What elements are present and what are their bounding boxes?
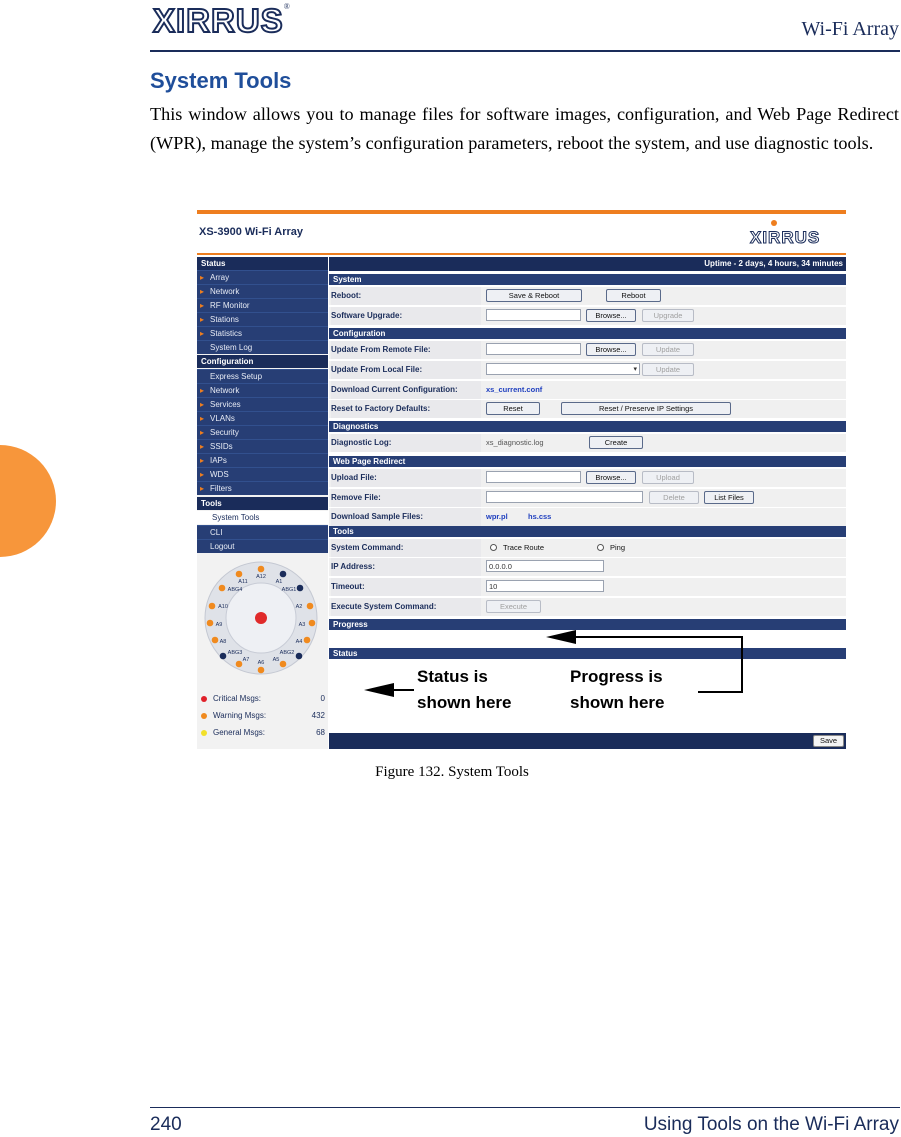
progress-arrowhead-icon (546, 630, 576, 644)
sidebar-item-cfg-network[interactable]: ▸ Network (197, 383, 328, 397)
remote-file-label: Update From Remote File: (331, 341, 481, 359)
diagnostics-section-head: Diagnostics (329, 421, 846, 432)
radar-label: A5 (272, 657, 280, 663)
system-command-label: System Command: (331, 539, 481, 557)
progress-callout-line1: Progress is (570, 667, 663, 686)
sidebar-item-express-setup[interactable]: Express Setup (197, 369, 328, 383)
critical-msgs-value: 0 (320, 694, 325, 703)
local-file-label: Update From Local File: (331, 361, 481, 379)
footer-chapter: Using Tools on the Wi-Fi Array (643, 1114, 899, 1135)
configuration-section-head: Configuration (329, 328, 846, 339)
header-title: Wi-Fi Array (801, 18, 899, 40)
ping-label: Ping (610, 543, 626, 552)
footer-rule (150, 1107, 900, 1108)
execute-button[interactable]: Execute (486, 600, 541, 613)
sample-wpr-link[interactable]: wpr.pl (486, 512, 508, 521)
general-msgs-value: 68 (316, 728, 325, 737)
radar-label: ABG2 (279, 650, 295, 656)
screenshot-window-title: XS-3900 Wi-Fi Array (199, 226, 304, 238)
sidebar-item-rf-monitor[interactable]: ▸ RF Monitor (197, 298, 328, 312)
timeout-label: Timeout: (331, 578, 481, 596)
progress-callout (570, 664, 664, 716)
remote-browse-button[interactable]: Browse... (586, 343, 636, 356)
upgrade-button[interactable]: Upgrade (642, 309, 694, 322)
download-config-label: Download Current Configuration: (331, 381, 481, 399)
page-number: 240 (150, 1114, 182, 1135)
radar-label: A1 (275, 579, 283, 585)
reboot-button[interactable]: Reboot (606, 289, 661, 302)
sidebar-item-system-log[interactable]: System Log (197, 340, 328, 354)
sidebar-item-stations[interactable]: ▸ Stations (197, 312, 328, 326)
radar-label: A6 (257, 660, 265, 666)
create-button[interactable]: Create (589, 436, 643, 449)
diagnostic-log-file: xs_diagnostic.log (486, 438, 544, 447)
save-button[interactable]: Save (813, 735, 844, 747)
wpr-section-head: Web Page Redirect (329, 456, 846, 467)
general-msgs-label: General Msgs: (213, 728, 266, 737)
save-and-reboot-button[interactable]: Save & Reboot (486, 289, 582, 302)
radar-label: A3 (298, 622, 306, 628)
diagnostic-log-label: Diagnostic Log: (331, 434, 481, 452)
radar-label: ABG1 (281, 587, 297, 593)
radar-label: A7 (242, 657, 250, 663)
sidebar-item-network[interactable]: ▸ Network (197, 284, 328, 298)
remove-file-label: Remove File: (331, 489, 481, 507)
reset-button[interactable]: Reset (486, 402, 540, 415)
delete-button[interactable]: Delete (649, 491, 699, 504)
status-arrowhead-icon (364, 683, 394, 697)
warning-msgs-value: 432 (311, 711, 325, 720)
software-browse-button[interactable]: Browse... (586, 309, 636, 322)
sidebar-item-ssids[interactable]: ▸ SSIDs (197, 439, 328, 453)
radar-label: ABG4 (227, 587, 243, 593)
sidebar-item-filters[interactable]: ▸ Filters (197, 481, 328, 495)
screenshot-logo: XIRRUS (750, 228, 821, 247)
radar-label: ABG3 (227, 650, 243, 656)
section-body: This window allows you to manage files for software images, configuration, and Web Page Redirect (WPR), manage the system’s configuration parameters, reboot the system, and use diagnostic tools. (150, 104, 899, 153)
sidebar-item-vlans[interactable]: ▸ VLANs (197, 411, 328, 425)
status-callout-line1: Status is (417, 667, 488, 686)
current-conf-link[interactable]: xs_current.conf (486, 385, 543, 394)
sidebar-item-iaps[interactable]: ▸ IAPs (197, 453, 328, 467)
uptime-bar: Uptime - 2 days, 4 hours, 34 minutes (329, 257, 846, 271)
local-update-button[interactable]: Update (642, 363, 694, 376)
tools-section-head: Tools (329, 526, 846, 537)
status-callout (417, 664, 511, 716)
software-upgrade-label: Software Upgrade: (331, 307, 481, 325)
progress-callout-line2: shown here (570, 693, 665, 712)
sidebar-item-logout[interactable]: Logout (197, 539, 328, 553)
warning-msgs-label: Warning Msgs: (213, 711, 267, 720)
ip-address-input[interactable]: 0.0.0.0 (486, 560, 604, 572)
radar-label: A4 (295, 639, 303, 645)
section-title: System Tools (150, 68, 292, 93)
radar-label: A2 (295, 604, 303, 610)
figure-caption: Figure 132. System Tools (375, 764, 529, 780)
chevron-down-icon: ▾ (633, 366, 637, 373)
upload-browse-button[interactable]: Browse... (586, 471, 636, 484)
upload-file-label: Upload File: (331, 469, 481, 487)
ip-address-label: IP Address: (331, 558, 481, 576)
radar-label: A11 (238, 579, 248, 585)
remote-update-button[interactable]: Update (642, 343, 694, 356)
sidebar-item-wds[interactable]: ▸ WDS (197, 467, 328, 481)
timeout-input[interactable]: 10 (486, 580, 604, 592)
list-files-button[interactable]: List Files (704, 491, 754, 504)
critical-msgs-label: Critical Msgs: (213, 694, 262, 703)
logo-text: XIRRUS (153, 2, 284, 39)
sidebar-item-array[interactable]: ▸ Array (197, 270, 328, 284)
sidebar-head-configuration[interactable]: Configuration (197, 355, 328, 368)
reset-preserve-ip-button[interactable]: Reset / Preserve IP Settings (561, 402, 731, 415)
reboot-label: Reboot: (331, 287, 481, 305)
sidebar-item-security[interactable]: ▸ Security (197, 425, 328, 439)
factory-reset-label: Reset to Factory Defaults: (331, 400, 481, 418)
progress-section-head: Progress (329, 619, 846, 630)
sidebar-head-tools[interactable]: Tools (197, 497, 328, 510)
sidebar-head-status[interactable]: Status (197, 257, 328, 270)
system-section-head: System (329, 274, 846, 285)
sidebar-item-statistics[interactable]: ▸ Statistics (197, 326, 328, 340)
xirrus-logo: XIRRUS® (153, 2, 290, 39)
radar-label: A12 (256, 574, 266, 580)
trace-route-label: Trace Route (503, 543, 544, 552)
status-callout-line2: shown here (417, 693, 512, 712)
radar-label: A10 (218, 604, 228, 610)
sample-css-link[interactable]: hs.css (528, 512, 552, 521)
radar-label: A9 (215, 622, 223, 628)
download-sample-label: Download Sample Files: (331, 508, 481, 526)
upload-button[interactable]: Upload (642, 471, 694, 484)
sidebar-item-services[interactable]: ▸ Services (197, 397, 328, 411)
sidebar-item-system-tools[interactable]: System Tools (197, 511, 328, 524)
radar-label: A8 (219, 639, 227, 645)
status-section-head: Status (329, 648, 846, 659)
execute-command-label: Execute System Command: (331, 598, 481, 616)
sidebar-item-cli[interactable]: CLI (197, 525, 328, 539)
